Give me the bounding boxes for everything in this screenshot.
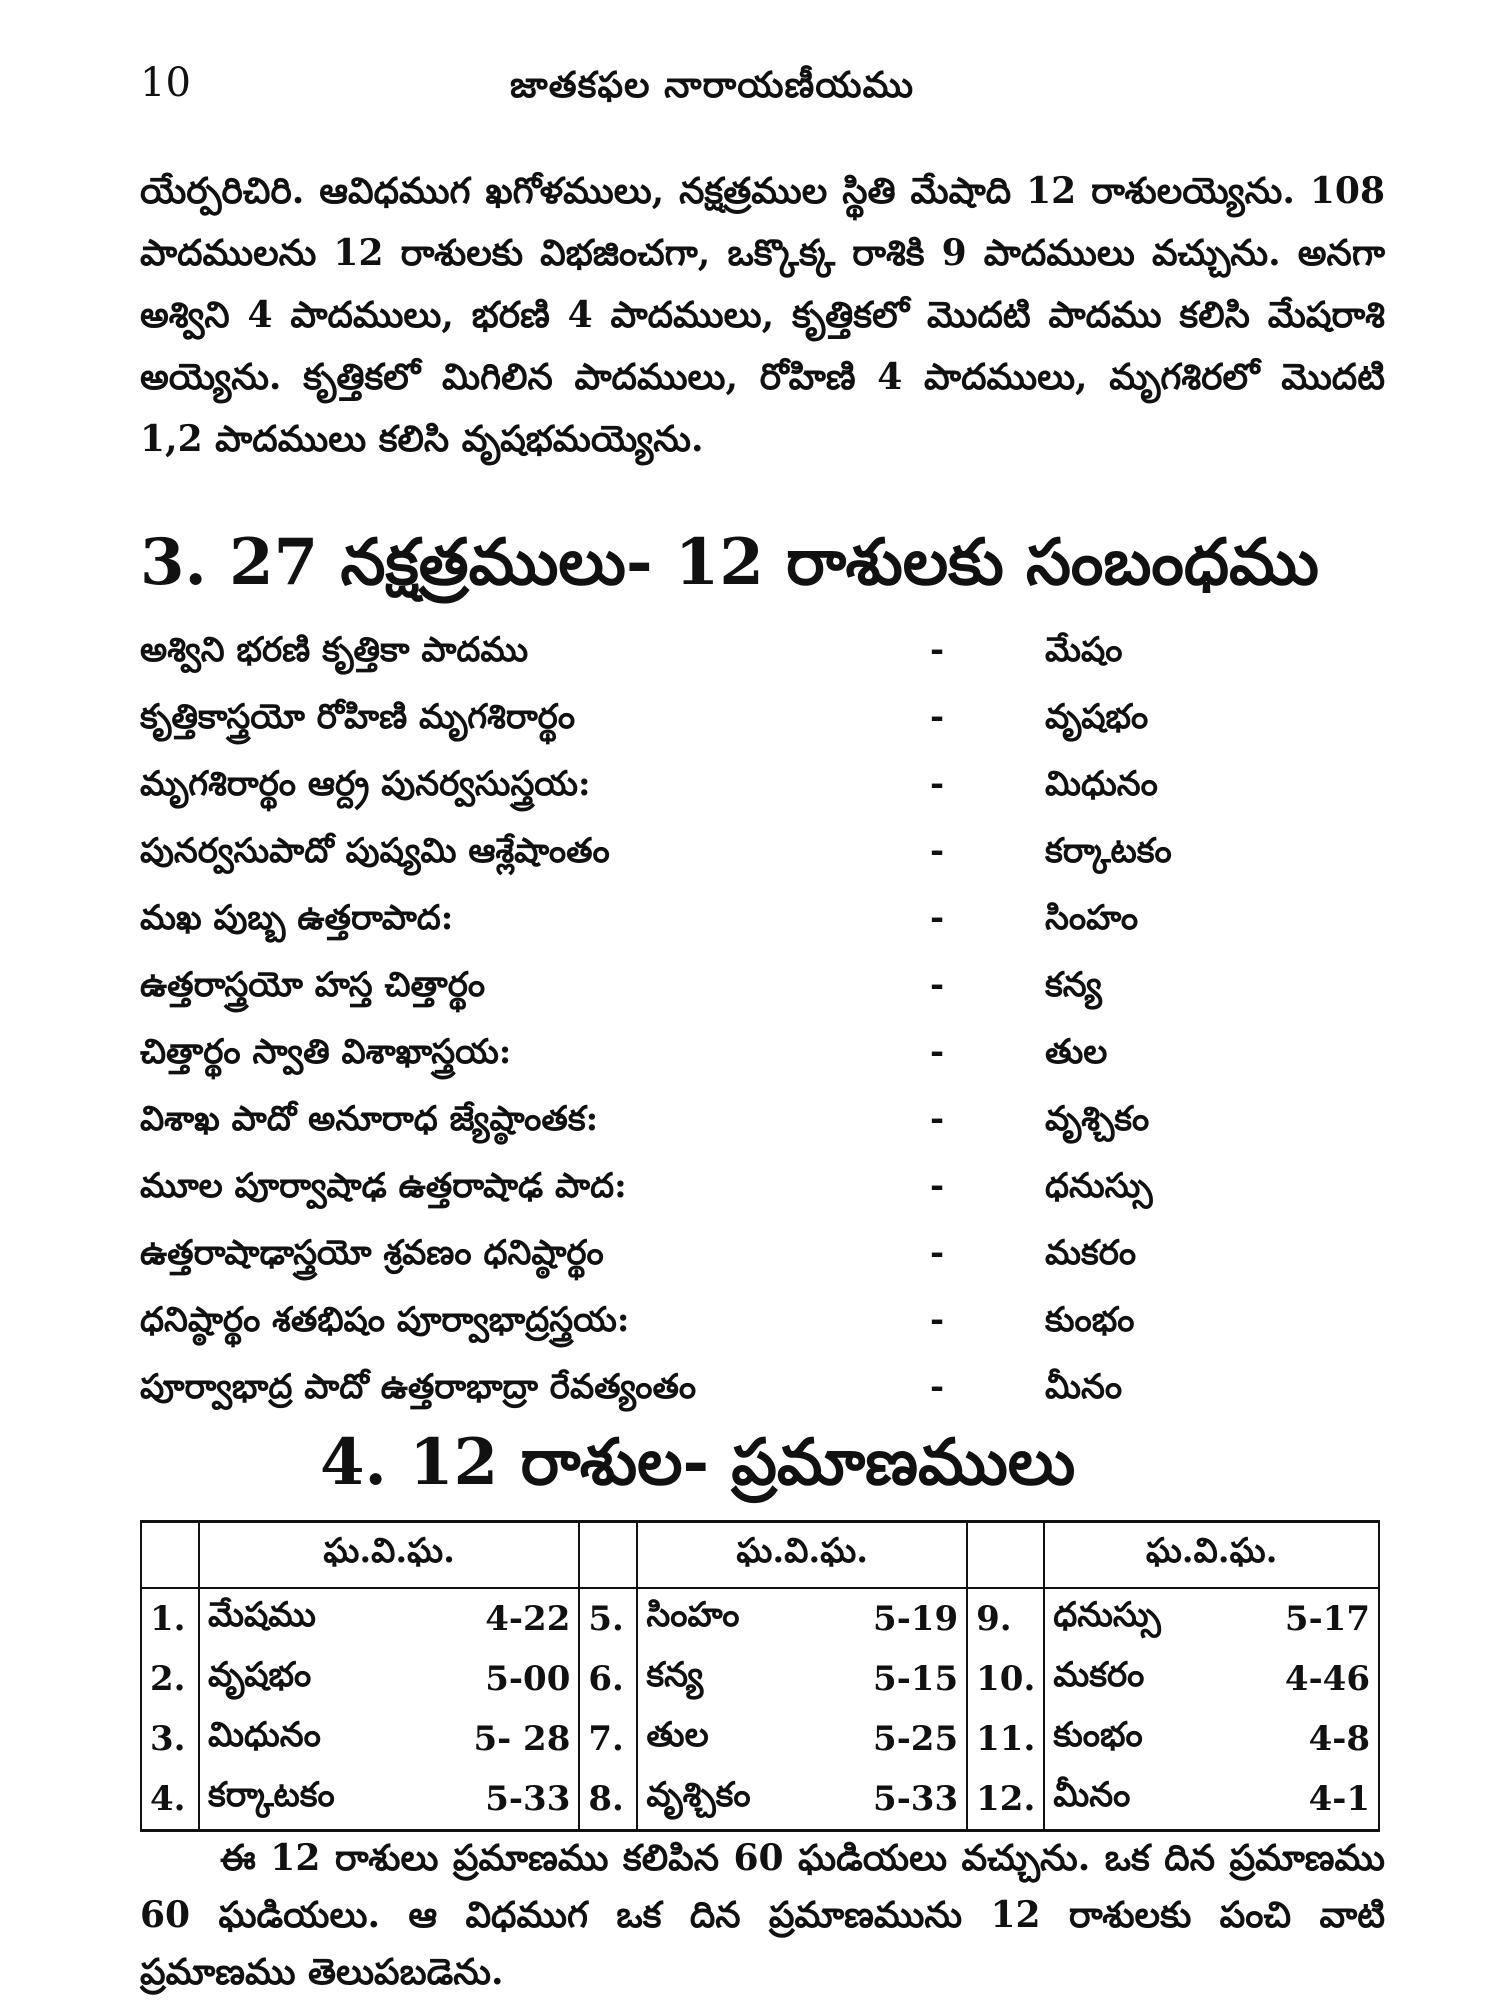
dash: - [930, 1300, 945, 1340]
rasi-duration-table [140, 1520, 1380, 1832]
rasi-name: కుంభం [1044, 1709, 1228, 1769]
running-title: జాతకఫల నారాయణీయము [510, 64, 915, 106]
duration-value: 4-8 [1228, 1709, 1379, 1769]
rasi-name: మేషం [1045, 630, 1123, 670]
dash: - [930, 630, 945, 670]
table-row [141, 1709, 1379, 1769]
serial-number: 11. [967, 1709, 1044, 1769]
serial-number: 8. [579, 1769, 637, 1831]
table-row [141, 1769, 1379, 1831]
duration-value: 4-46 [1228, 1649, 1379, 1709]
dash: - [930, 764, 945, 804]
rasi-name: మకరం [1045, 1233, 1137, 1273]
rasi-name: తుల [1045, 1032, 1108, 1072]
nakshatra-text: అశ్విని భరణి కృత్తికా పాదము [140, 630, 529, 670]
nakshatra-rasi-list [140, 620, 1385, 1424]
duration-value: 4-1 [1228, 1769, 1379, 1831]
nakshatra-text: విశాఖ పాదో అనూరాధ జ్యేష్ఠాంతక: [140, 1099, 599, 1139]
rasi-name: ధనుస్సు [1044, 1588, 1228, 1649]
nakshatra-text: కృత్తికాస్త్రయో రోహిణి మృగశిరార్థం [140, 697, 576, 737]
list-item [140, 1089, 1385, 1156]
dash: - [930, 1367, 945, 1407]
rasi-name: మిధునం [199, 1709, 411, 1769]
column-header: ఘ.వి.ఘ. [1044, 1522, 1379, 1589]
table-header-cell [967, 1522, 1044, 1589]
nakshatra-text: ఉత్తరాస్త్రయో హస్త చిత్తార్థం [140, 965, 486, 1005]
dash: - [930, 898, 945, 938]
duration-value: 5-33 [816, 1769, 967, 1831]
dash: - [930, 1099, 945, 1139]
duration-value: 5-25 [816, 1709, 967, 1769]
nakshatra-text: మృగశిరార్థం ఆర్ద్ర పునర్వసుస్త్రయ: [140, 764, 591, 804]
serial-number: 1. [141, 1588, 199, 1649]
list-item [140, 1357, 1385, 1424]
rasi-name: వృశ్చికం [637, 1769, 816, 1831]
nakshatra-text: మఖ పుబ్బ ఉత్తరాపాద: [140, 898, 454, 938]
nakshatra-text: మూల పూర్వాషాఢ ఉత్తరాషాఢ పాద: [140, 1166, 627, 1206]
nakshatra-text: పునర్వసుపాదో పుష్యమి ఆశ్లేషాంతం [140, 831, 610, 871]
rasi-name: మీనం [1044, 1769, 1228, 1831]
rasi-name: మకరం [1044, 1649, 1228, 1709]
nakshatra-text: ధనిష్ఠార్థం శతభిషం పూర్వాభాద్రస్త్రయ: [140, 1300, 630, 1340]
dash: - [930, 965, 945, 1005]
table-header-row [141, 1522, 1379, 1589]
rasi-name: తుల [637, 1709, 816, 1769]
serial-number: 2. [141, 1649, 199, 1709]
list-item [140, 1223, 1385, 1290]
table-row [141, 1649, 1379, 1709]
duration-value: 5-17 [1228, 1588, 1379, 1649]
rasi-name: కన్య [637, 1649, 816, 1709]
closing-paragraph: ఈ 12 రాశులు ప్రమాణము కలిపిన 60 ఘడియలు వచ్చును. ఒక దిన ప్రమాణము 60 ఘడియలు. ఆ విధముగ ఒక దిన ప్రమాణమును 12 రాశులకు పంచి వాటి ప్రమాణము తెలుపబడెను. [140, 1837, 1385, 1993]
duration-value: 4-22 [411, 1588, 579, 1649]
page-header [140, 60, 1390, 120]
rasi-name: సింహం [1045, 898, 1139, 938]
intro-paragraph: యేర్పరిచిరి. ఆవిధముగ ఖగోళములు, నక్షత్రముల స్థితి మేషాది 12 రాశులయ్యెను. 108 పాదములను 12 రాశులకు విభజించగా, ఒక్కొక్క రాశికి 9 పాదములు వచ్చును. అనగా అశ్విని 4 పాదములు, భరణి 4 పాదములు, కృత్తికలో మొదటి పాదము కలిసి మేషరాశి అయ్యెను. కృత్తికలో మిగిలిన పాదములు, రోహిణి 4 పాదములు, మృగశిరలో మొదటి 1,2 పాదములు కలిసి వృషభమయ్యెను. [140, 170, 1385, 460]
duration-value: 5-19 [816, 1588, 967, 1649]
rasi-name: వృషభం [199, 1649, 411, 1709]
rasi-name: మేషము [199, 1588, 411, 1649]
rasi-name: కుంభం [1045, 1300, 1135, 1340]
list-item [140, 1290, 1385, 1357]
section-3-heading: 3. 27 నక్షత్రములు- 12 రాశులకు సంబంధము [140, 525, 1319, 600]
duration-value: 5-00 [411, 1649, 579, 1709]
list-item [140, 821, 1385, 888]
serial-number: 5. [579, 1588, 637, 1649]
rasi-name: మీనం [1045, 1367, 1123, 1407]
list-item [140, 687, 1385, 754]
table-header-cell [141, 1522, 199, 1589]
table-header-cell [579, 1522, 637, 1589]
serial-number: 10. [967, 1649, 1044, 1709]
rasi-name: సింహం [637, 1588, 816, 1649]
nakshatra-text: చిత్తార్థం స్వాతి విశాఖాస్త్రయ: [140, 1032, 512, 1072]
dash: - [930, 1166, 945, 1206]
rasi-name: కర్కాటకం [1045, 831, 1172, 871]
duration-value: 5- 28 [411, 1709, 579, 1769]
dash: - [930, 831, 945, 871]
dash: - [930, 1032, 945, 1072]
serial-number: 12. [967, 1769, 1044, 1831]
rasi-name: వృషభం [1045, 697, 1149, 737]
list-item [140, 955, 1385, 1022]
duration-value: 5-15 [816, 1649, 967, 1709]
rasi-name: ధనుస్సు [1045, 1166, 1153, 1206]
list-item [140, 754, 1385, 821]
duration-value: 5-33 [411, 1769, 579, 1831]
list-item [140, 1156, 1385, 1223]
dash: - [930, 1233, 945, 1273]
list-item [140, 620, 1385, 687]
list-item [140, 1022, 1385, 1089]
page-number: 10 [140, 60, 191, 106]
rasi-name: మిధునం [1045, 764, 1158, 804]
serial-number: 4. [141, 1769, 199, 1831]
column-header: ఘ.వి.ఘ. [199, 1522, 579, 1589]
section-4-heading: 4. 12 రాశుల- ప్రమాణములు [320, 1425, 1076, 1500]
rasi-name: కర్కాటకం [199, 1769, 411, 1831]
table-row [141, 1588, 1379, 1649]
list-item [140, 888, 1385, 955]
serial-number: 7. [579, 1709, 637, 1769]
nakshatra-text: ఉత్తరాషాఢాస్త్రయో శ్రవణం ధనిష్ఠార్థం [140, 1233, 604, 1273]
serial-number: 3. [141, 1709, 199, 1769]
column-header: ఘ.వి.ఘ. [637, 1522, 967, 1589]
serial-number: 9. [967, 1588, 1044, 1649]
rasi-name: కన్య [1045, 965, 1102, 1005]
nakshatra-text: పూర్వాభాద్ర పాదో ఉత్తరాభాద్రా రేవత్యంతం [140, 1367, 697, 1407]
rasi-name: వృశ్చికం [1045, 1099, 1150, 1139]
dash: - [930, 697, 945, 737]
serial-number: 6. [579, 1649, 637, 1709]
